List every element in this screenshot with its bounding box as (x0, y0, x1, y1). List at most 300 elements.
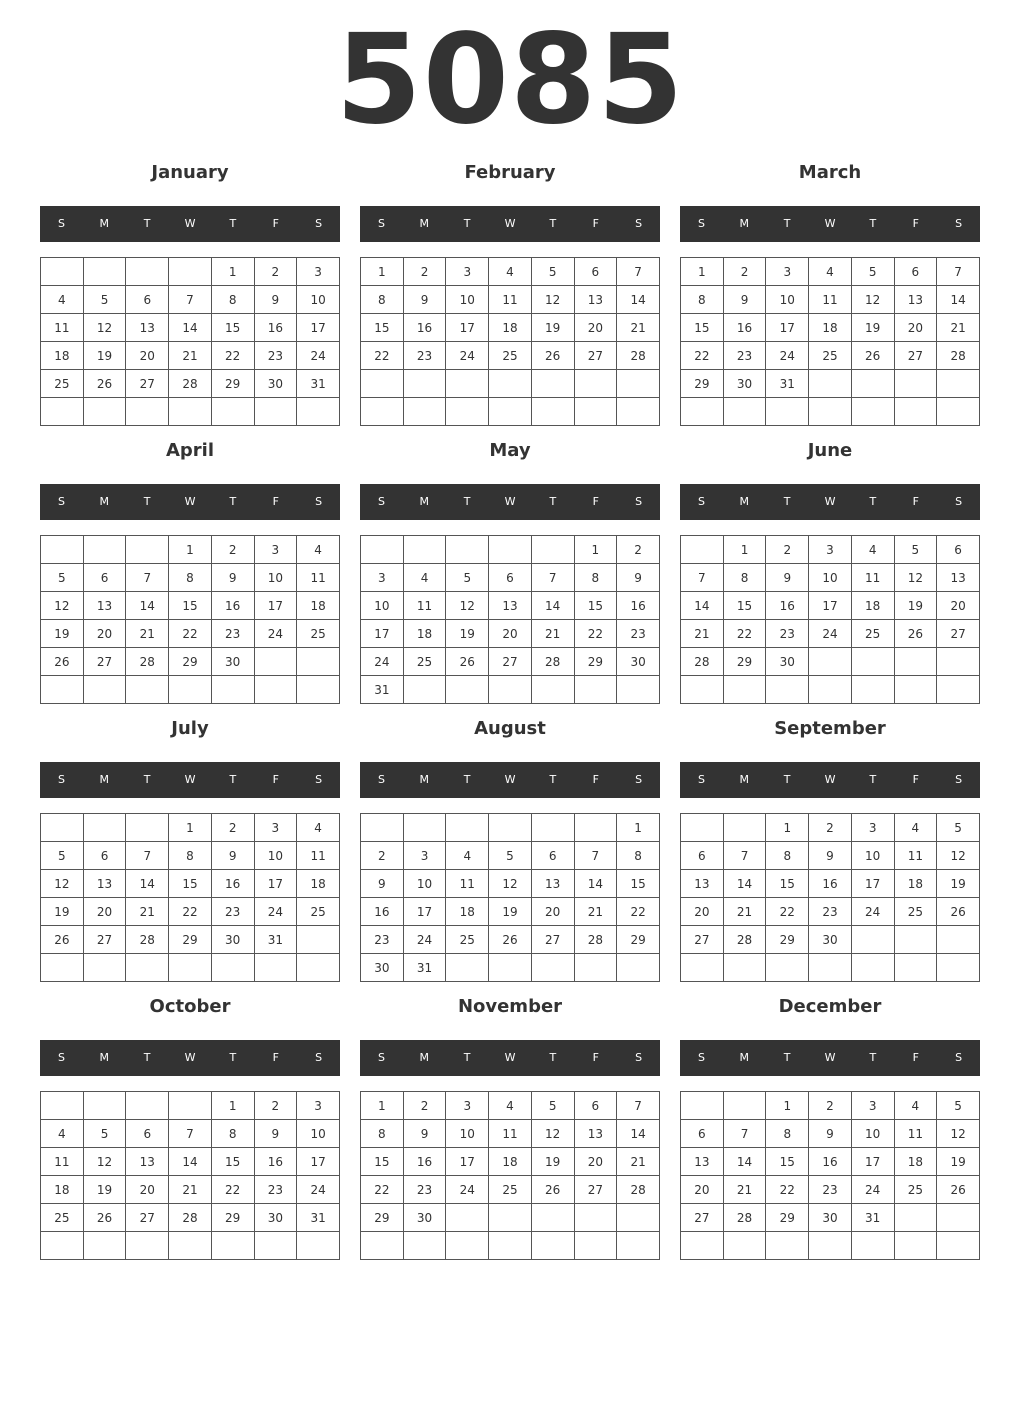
weekday-label: T (229, 217, 237, 230)
weekday-label: S (315, 773, 323, 786)
empty-day-cell (446, 1204, 489, 1232)
day-cell: 23 (766, 620, 809, 648)
empty-day-cell (531, 1232, 574, 1260)
empty-day-cell (894, 398, 937, 426)
day-cell: 3 (254, 536, 297, 564)
weekday-label: M (419, 217, 430, 230)
day-cell: 5 (83, 1120, 126, 1148)
day-cell: 29 (766, 1204, 809, 1232)
day-cell: 2 (617, 536, 660, 564)
day-cell: 1 (766, 814, 809, 842)
empty-day-cell (297, 676, 340, 704)
day-cell: 18 (894, 870, 937, 898)
week-row (41, 258, 340, 286)
week-row (41, 1120, 340, 1148)
empty-day-cell (617, 1204, 660, 1232)
day-cell: 14 (617, 1120, 660, 1148)
empty-day-cell (937, 1232, 980, 1260)
weekday-label: T (783, 773, 791, 786)
month-name: September (774, 718, 886, 739)
empty-day-cell (126, 536, 169, 564)
day-cell: 24 (297, 342, 340, 370)
weekday-header (40, 762, 340, 798)
empty-day-cell (617, 398, 660, 426)
day-grid (680, 1091, 980, 1260)
empty-day-cell (403, 536, 446, 564)
week-row (681, 286, 980, 314)
day-cell: 5 (41, 564, 84, 592)
empty-day-cell (211, 676, 254, 704)
day-cell: 6 (126, 286, 169, 314)
day-cell: 10 (254, 842, 297, 870)
month-name: January (151, 162, 229, 183)
day-cell: 3 (809, 536, 852, 564)
week-row (681, 926, 980, 954)
empty-day-cell (574, 676, 617, 704)
day-cell: 6 (489, 564, 532, 592)
day-cell: 30 (809, 1204, 852, 1232)
day-cell: 23 (617, 620, 660, 648)
day-cell: 25 (297, 620, 340, 648)
day-cell: 2 (809, 1092, 852, 1120)
day-cell: 11 (41, 1148, 84, 1176)
day-cell: 25 (489, 342, 532, 370)
empty-day-cell (83, 1092, 126, 1120)
day-cell: 5 (446, 564, 489, 592)
empty-day-cell (531, 398, 574, 426)
day-cell: 15 (361, 314, 404, 342)
empty-day-cell (894, 676, 937, 704)
empty-day-cell (531, 1204, 574, 1232)
day-cell: 26 (83, 1204, 126, 1232)
day-cell: 11 (297, 842, 340, 870)
empty-day-cell (894, 370, 937, 398)
day-cell: 22 (617, 898, 660, 926)
weekday-label: S (697, 495, 705, 508)
day-cell: 17 (446, 314, 489, 342)
empty-day-cell (126, 1232, 169, 1260)
empty-day-cell (83, 676, 126, 704)
weekday-label: M (419, 773, 430, 786)
weekday-label: S (315, 217, 323, 230)
week-row (681, 870, 980, 898)
weekday-header (360, 484, 660, 520)
week-row (361, 1120, 660, 1148)
day-cell: 11 (446, 870, 489, 898)
empty-day-cell (531, 954, 574, 982)
day-cell: 22 (361, 1176, 404, 1204)
week-row (361, 536, 660, 564)
day-cell: 14 (169, 1148, 212, 1176)
weekday-label: W (824, 1051, 836, 1064)
weekday-label: T (229, 773, 237, 786)
day-cell: 29 (169, 648, 212, 676)
day-cell: 13 (681, 870, 724, 898)
day-cell: 17 (766, 314, 809, 342)
month-name: August (474, 718, 546, 739)
day-cell: 20 (937, 592, 980, 620)
day-cell: 24 (361, 648, 404, 676)
day-cell: 17 (361, 620, 404, 648)
day-cell: 17 (297, 314, 340, 342)
empty-day-cell (361, 536, 404, 564)
week-row (361, 1092, 660, 1120)
day-cell: 26 (894, 620, 937, 648)
weekday-label: M (99, 773, 110, 786)
empty-day-cell (809, 676, 852, 704)
day-cell: 3 (361, 564, 404, 592)
day-grid (40, 257, 340, 426)
week-row (681, 648, 980, 676)
day-cell: 24 (403, 926, 446, 954)
empty-day-cell (809, 1232, 852, 1260)
weekday-label: T (869, 773, 877, 786)
day-cell: 19 (894, 592, 937, 620)
empty-day-cell (297, 1232, 340, 1260)
week-row (41, 648, 340, 676)
weekday-label: F (912, 217, 919, 230)
day-cell: 18 (894, 1148, 937, 1176)
day-cell: 1 (211, 1092, 254, 1120)
day-grid (360, 257, 660, 426)
day-cell: 6 (937, 536, 980, 564)
week-row (361, 648, 660, 676)
day-cell: 7 (531, 564, 574, 592)
day-cell: 20 (489, 620, 532, 648)
day-cell: 8 (361, 286, 404, 314)
day-cell: 6 (681, 1120, 724, 1148)
weekday-label: S (635, 773, 643, 786)
day-cell: 13 (126, 1148, 169, 1176)
week-row (41, 314, 340, 342)
day-cell: 16 (361, 898, 404, 926)
day-cell: 20 (681, 1176, 724, 1204)
week-row (681, 1232, 980, 1260)
weekday-label: F (592, 217, 599, 230)
day-cell: 15 (361, 1148, 404, 1176)
day-cell: 5 (41, 842, 84, 870)
day-cell: 9 (211, 564, 254, 592)
day-cell: 16 (723, 314, 766, 342)
day-cell: 12 (937, 842, 980, 870)
day-cell: 20 (894, 314, 937, 342)
day-cell: 27 (126, 1204, 169, 1232)
empty-day-cell (766, 1232, 809, 1260)
day-cell: 28 (126, 648, 169, 676)
day-cell: 9 (254, 1120, 297, 1148)
weekday-header (680, 484, 980, 520)
empty-day-cell (937, 370, 980, 398)
day-cell: 19 (531, 314, 574, 342)
week-row (41, 954, 340, 982)
weekday-label: S (57, 495, 65, 508)
weekday-header (40, 1040, 340, 1076)
day-cell: 23 (361, 926, 404, 954)
empty-day-cell (851, 398, 894, 426)
week-row (361, 870, 660, 898)
day-cell: 4 (894, 1092, 937, 1120)
week-row (681, 398, 980, 426)
day-cell: 25 (809, 342, 852, 370)
day-cell: 2 (403, 1092, 446, 1120)
week-row (41, 398, 340, 426)
empty-day-cell (169, 1092, 212, 1120)
day-cell: 7 (681, 564, 724, 592)
day-cell: 20 (574, 1148, 617, 1176)
day-cell: 13 (574, 286, 617, 314)
weekday-label: F (912, 1051, 919, 1064)
weekday-label: S (57, 773, 65, 786)
empty-day-cell (723, 814, 766, 842)
week-row (361, 258, 660, 286)
empty-day-cell (126, 954, 169, 982)
day-cell: 7 (937, 258, 980, 286)
day-cell: 25 (403, 648, 446, 676)
day-cell: 2 (809, 814, 852, 842)
day-cell: 14 (617, 286, 660, 314)
day-cell: 7 (723, 842, 766, 870)
day-cell: 2 (254, 1092, 297, 1120)
day-cell: 21 (617, 1148, 660, 1176)
weekday-label: T (229, 495, 237, 508)
day-cell: 11 (489, 1120, 532, 1148)
day-cell: 21 (169, 1176, 212, 1204)
empty-day-cell (83, 536, 126, 564)
day-cell: 7 (723, 1120, 766, 1148)
day-cell: 17 (809, 592, 852, 620)
weekday-label: T (783, 217, 791, 230)
empty-day-cell (723, 1092, 766, 1120)
empty-day-cell (894, 954, 937, 982)
day-cell: 27 (574, 342, 617, 370)
day-cell: 9 (617, 564, 660, 592)
day-cell: 7 (574, 842, 617, 870)
week-row (41, 592, 340, 620)
day-cell: 26 (41, 648, 84, 676)
week-row (681, 370, 980, 398)
day-cell: 21 (574, 898, 617, 926)
day-cell: 30 (211, 648, 254, 676)
day-cell: 12 (41, 870, 84, 898)
weekday-label: W (184, 495, 196, 508)
day-cell: 16 (254, 1148, 297, 1176)
weekday-label: F (592, 495, 599, 508)
weekday-label: F (272, 495, 279, 508)
day-cell: 1 (169, 536, 212, 564)
day-cell: 18 (403, 620, 446, 648)
day-cell: 12 (937, 1120, 980, 1148)
day-cell: 12 (446, 592, 489, 620)
week-row (41, 842, 340, 870)
day-cell: 18 (297, 870, 340, 898)
day-cell: 9 (361, 870, 404, 898)
day-cell: 3 (851, 814, 894, 842)
day-cell: 28 (574, 926, 617, 954)
day-cell: 3 (297, 258, 340, 286)
day-cell: 15 (169, 592, 212, 620)
weekday-label: S (955, 217, 963, 230)
day-cell: 5 (851, 258, 894, 286)
day-cell: 27 (937, 620, 980, 648)
day-cell: 13 (531, 870, 574, 898)
day-cell: 31 (851, 1204, 894, 1232)
empty-day-cell (723, 1232, 766, 1260)
empty-day-cell (403, 1232, 446, 1260)
day-cell: 28 (723, 1204, 766, 1232)
empty-day-cell (169, 954, 212, 982)
day-cell: 16 (617, 592, 660, 620)
day-cell: 15 (574, 592, 617, 620)
week-row (41, 370, 340, 398)
empty-day-cell (489, 1204, 532, 1232)
day-cell: 10 (254, 564, 297, 592)
day-cell: 20 (83, 898, 126, 926)
empty-day-cell (809, 370, 852, 398)
weekday-label: S (697, 773, 705, 786)
day-cell: 28 (617, 1176, 660, 1204)
day-cell: 4 (446, 842, 489, 870)
weekday-header (680, 762, 980, 798)
week-row (41, 898, 340, 926)
empty-day-cell (254, 1232, 297, 1260)
weekday-label: M (739, 1051, 750, 1064)
day-cell: 8 (766, 1120, 809, 1148)
week-row (361, 370, 660, 398)
week-row (41, 926, 340, 954)
day-cell: 2 (723, 258, 766, 286)
weekday-label: M (419, 1051, 430, 1064)
empty-day-cell (297, 954, 340, 982)
day-cell: 29 (574, 648, 617, 676)
day-cell: 8 (211, 286, 254, 314)
weekday-label: S (377, 773, 385, 786)
weekday-label: T (143, 495, 151, 508)
empty-day-cell (851, 954, 894, 982)
empty-day-cell (169, 398, 212, 426)
day-cell: 31 (766, 370, 809, 398)
weekday-label: F (592, 773, 599, 786)
day-cell: 22 (723, 620, 766, 648)
week-row (681, 536, 980, 564)
day-cell: 10 (766, 286, 809, 314)
day-cell: 29 (723, 648, 766, 676)
day-cell: 28 (937, 342, 980, 370)
week-row (41, 676, 340, 704)
weekday-label: S (955, 773, 963, 786)
day-cell: 7 (169, 286, 212, 314)
weekday-label: W (504, 495, 516, 508)
empty-day-cell (766, 676, 809, 704)
weekday-label: W (504, 773, 516, 786)
weekday-header (680, 1040, 980, 1076)
day-cell: 13 (83, 870, 126, 898)
empty-day-cell (766, 954, 809, 982)
day-grid (40, 535, 340, 704)
day-cell: 30 (617, 648, 660, 676)
empty-day-cell (83, 398, 126, 426)
day-grid (360, 1091, 660, 1260)
empty-day-cell (297, 398, 340, 426)
day-cell: 7 (617, 1092, 660, 1120)
empty-day-cell (489, 676, 532, 704)
week-row (681, 592, 980, 620)
weekday-label: T (463, 1051, 471, 1064)
weekday-label: W (504, 1051, 516, 1064)
week-row (41, 536, 340, 564)
day-cell: 26 (83, 370, 126, 398)
day-cell: 17 (297, 1148, 340, 1176)
day-cell: 5 (937, 814, 980, 842)
empty-day-cell (617, 370, 660, 398)
empty-day-cell (489, 370, 532, 398)
day-cell: 27 (574, 1176, 617, 1204)
weekday-label: W (824, 495, 836, 508)
day-cell: 14 (723, 1148, 766, 1176)
day-cell: 26 (937, 1176, 980, 1204)
day-cell: 21 (937, 314, 980, 342)
day-cell: 22 (211, 342, 254, 370)
day-cell: 4 (894, 814, 937, 842)
weekday-label: M (99, 1051, 110, 1064)
day-cell: 24 (851, 898, 894, 926)
day-cell: 3 (446, 1092, 489, 1120)
week-row (41, 1176, 340, 1204)
day-cell: 15 (211, 1148, 254, 1176)
day-cell: 9 (809, 842, 852, 870)
day-cell: 2 (403, 258, 446, 286)
year-title: 5085 (335, 8, 685, 152)
week-row (41, 620, 340, 648)
day-cell: 11 (297, 564, 340, 592)
empty-day-cell (126, 676, 169, 704)
day-cell: 17 (254, 870, 297, 898)
week-row (41, 1092, 340, 1120)
week-row (41, 870, 340, 898)
day-cell: 4 (809, 258, 852, 286)
day-cell: 9 (723, 286, 766, 314)
weekday-label: S (697, 217, 705, 230)
day-cell: 15 (169, 870, 212, 898)
day-cell: 13 (681, 1148, 724, 1176)
day-cell: 6 (894, 258, 937, 286)
day-cell: 14 (531, 592, 574, 620)
day-cell: 19 (489, 898, 532, 926)
day-cell: 25 (297, 898, 340, 926)
month-name: February (464, 162, 556, 183)
week-row (361, 620, 660, 648)
day-cell: 14 (126, 870, 169, 898)
day-cell: 19 (937, 1148, 980, 1176)
day-cell: 3 (403, 842, 446, 870)
empty-day-cell (851, 370, 894, 398)
empty-day-cell (681, 536, 724, 564)
day-cell: 10 (297, 1120, 340, 1148)
day-cell: 25 (894, 1176, 937, 1204)
day-cell: 10 (851, 1120, 894, 1148)
empty-day-cell (211, 398, 254, 426)
weekday-label: M (99, 495, 110, 508)
day-cell: 2 (361, 842, 404, 870)
weekday-label: S (697, 1051, 705, 1064)
day-cell: 6 (531, 842, 574, 870)
weekday-label: W (824, 773, 836, 786)
empty-day-cell (403, 398, 446, 426)
week-row (681, 1092, 980, 1120)
week-row (41, 564, 340, 592)
day-cell: 1 (361, 258, 404, 286)
empty-day-cell (83, 1232, 126, 1260)
weekday-label: W (504, 217, 516, 230)
